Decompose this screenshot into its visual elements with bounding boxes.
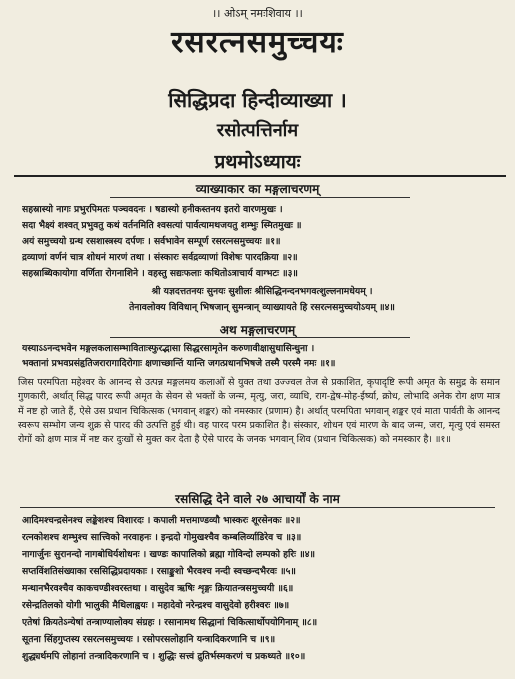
chapter-number: प्रथमोऽध्यायः [214, 151, 301, 173]
section1-underline [110, 197, 410, 198]
list-item: मन्थानभैरवश्चैव काकचण्डीश्वरस्तथा । वासुदेव ऋषिः शृङ्गः क्रियातन्त्रसमुच्चयी ॥६॥ [22, 583, 294, 594]
section3-heading: रससिद्धि देने वाले २७ आचार्यों के नाम [175, 492, 340, 506]
verse-line: भक्तानां प्रभवप्रसंहृतिजरारागादिरोगाः क्षणाच्छान्तिं यान्ति जगत्प्रधानभिषजे तस्मै परस्मै नमः ॥१॥ [22, 358, 336, 369]
top-rule [14, 175, 506, 177]
verse-line: तेनावलोक्य विविधान् भिषजान् सुमन्त्रान् व्याख्यायते हि रसरत्नसमुच्चयोऽयम् ॥४॥ [129, 302, 395, 313]
list-item: सप्तविंशतिसंख्याका रससिद्धिप्रदायकाः । रसाङ्कुशो भैरवश्च नन्दी स्वच्छन्दभैरवः ॥५॥ [22, 566, 296, 577]
verse-line: सहस्राब्धिकायोगा वर्णिता रोगनाशिने । वहस्तु सद्यःफलाः कथितोऽत्राचार्य वाग्भटः ॥३॥ [22, 268, 298, 279]
book-title: रसरत्नसमुच्चयः [171, 25, 344, 60]
invocation-line: ।। ओऽम् नमःशिवाय ।। [212, 7, 303, 20]
verse-line: द्रव्याणां वर्णनं चात्र शोधनं मारणं तथा । संस्कारः सर्वद्रव्याणां विशेषः पारदक्रिया ॥२॥ [22, 252, 298, 263]
verse-line: यस्याऽऽनन्दभवेन मङ्गलकलासम्भाविताःस्फुरद्भासा सिद्धरसामृतेन करुणावीक्षासुधासिन्धुना । [22, 343, 315, 354]
list-item: शुद्ध्यर्थमपि लोहानां तन्त्रादिकरणानि च । शुद्धिः सत्त्वं द्रुतिर्भस्मकरणं च प्रकथ्यते ॥१०॥ [22, 651, 306, 662]
section2-underline [110, 337, 410, 338]
list-item: नागार्जुनः सुरानन्दो नागबोधिर्यशोधनः । खण्डः कापालिको ब्रह्मा गोविन्दो लम्पको हरिः ॥४॥ [22, 549, 315, 560]
section1-heading: व्याख्याकार का मङ्गलाचरणम् [195, 182, 320, 196]
commentary-title: सिद्धिप्रदा हिन्दीव्याख्या । [168, 88, 347, 112]
verse-line: सहस्रास्यो नागः प्रभुरपिमतः पञ्चवदनः । षडास्यो हनीकस्तनय इतरो वारणमुखः । [22, 204, 283, 215]
verse-line: अयं समुच्चयो ग्रन्थ रसशास्त्रस्य दर्पणः । सर्वभावेन सम्पूर्ण रसरत्नसमुच्चयः ॥१॥ [22, 236, 281, 247]
list-item: एतेषां क्रियतेऽन्येषां तन्त्राण्यालोक्य संग्रहः । रसानामथ सिद्धानां चिकित्सार्थोपयोगिनाम् ॥८॥ [22, 617, 318, 628]
list-item: आदिमश्चन्द्रसेनश्च लङ्केशश्च विशारदः । कपाली मत्तमाण्डव्यौ भास्करः शूरसेनकः ॥२॥ [22, 515, 301, 526]
section3-underline [20, 507, 495, 508]
chapter-name: रसोत्पत्तिर्नाम [216, 120, 299, 141]
hindi-paragraph: जिस परमपिता महेश्वर के आनन्द से उत्पन्न मङ्गलमय कलाओं से युक्त तथा उज्ज्वल तेज से प्रकाशित, कृपादृष्टि रूपी अमृत के समुद्र के समान गुणकारी, अर्थात् सिद्ध पारद रूपी अमृत के सेवन से भक्तों के जन्म, मृत्यु, जरा, व्याधि, राग-द्वेष-मोह-ईर्ष्या, क्रोध, लोभादि अनेक रोग क्षण मात्र में नष्ट हो जाते हैं, ऐसे उस प्रधान चिकित्सक (भगवान् शङ्कर) को नमस्कार (प्रणाम) है। अर्थात् परमपिता भगवान् शङ्कर एवं माता पार्वती के आनन्द स्वरूप सम्भोग जन्य शुक्र से पारद की उत्पत्ति हुई थी। वह पारद परम प्रकाशित है। संस्कार, शोधन एवं मारण के बाद जन्म, जरा, मृत्यु एवं समस्त रोगों को क्षण मात्र में नष्ट कर दुःखों से मुक्त कर देता है ऐसे पारद के जनक भगवान् शिव (प्रधान चिकित्सक) को नमस्कार है। ॥१॥ [18, 377, 500, 446]
section2-heading: अथ मङ्गलाचरणम् [219, 323, 296, 337]
list-item: रत्नकोशश्च शम्भुश्च सात्त्विको नरवाहनः । इन्द्रदो गोमुखश्चैव कम्बलिर्व्याडिरेव च ॥३॥ [22, 532, 302, 543]
verse-line: श्री यज्ञदत्ततनयः सुनयः सुशीलः श्रीसिद्धिनन्दनभगवत्शुल्लनामधेयम् । [151, 286, 373, 297]
list-item: रसेन्द्रतिलको योगी भालुकी मैथिलाह्वयः । महादेवो नरेन्द्रश्च वासुदेवो हरीश्वरः ॥७॥ [22, 600, 290, 611]
list-item: सूतना सिंहगुप्तस्य रसरत्नसमुच्चयः । रसोपरसलोहानि यन्त्रादिकरणानि च ॥९॥ [22, 634, 276, 645]
verse-line: सदा भैक्ष्यं शश्वत् प्रभुवतु कथं वर्तनमिति श्वसत्यां पार्वत्यामथजयतु शम्भुः स्मितमुखः ॥ [22, 220, 302, 231]
